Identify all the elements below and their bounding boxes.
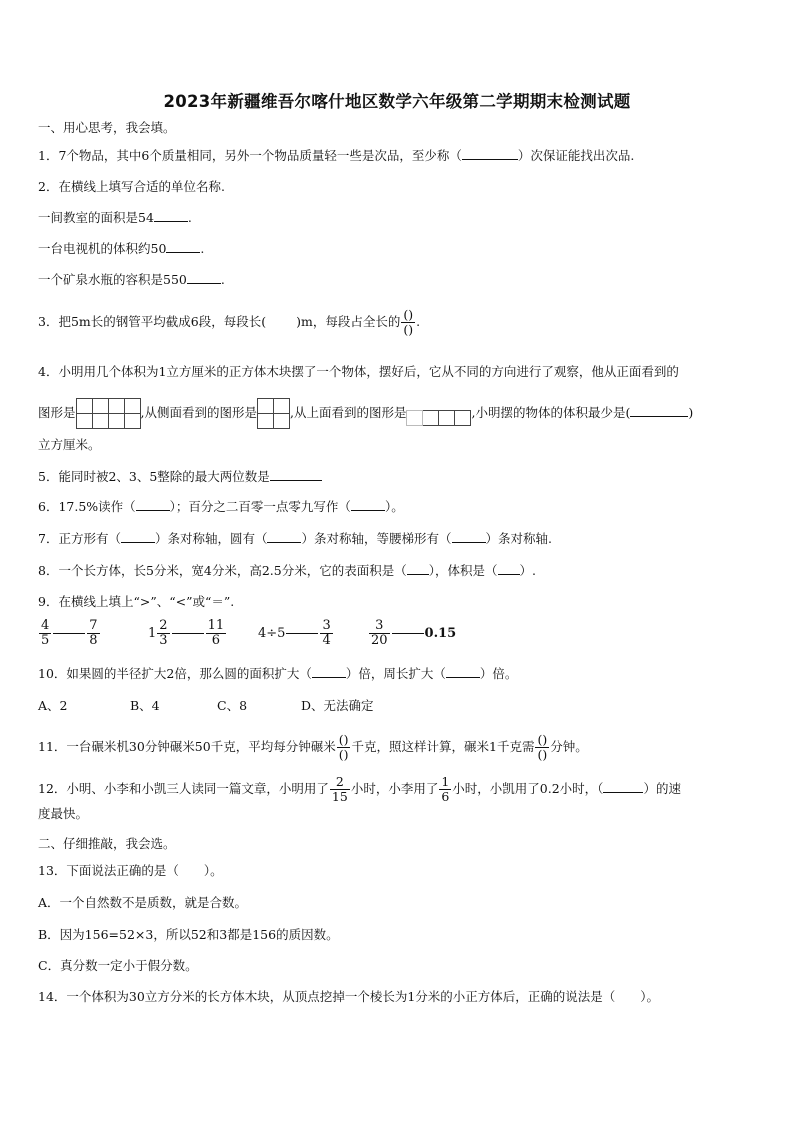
question-2-line-3: 一个矿泉水瓶的容积是550 . — [38, 272, 225, 287]
compare-item-3: 4÷5 $\frac{3}{4}$ — [258, 618, 331, 648]
question-4-line-2: 图形是 ,从侧面看到的图形是 ,从上面看到的图形是 ,小明摆的物体的体积最少是( ) — [38, 398, 693, 429]
question-13-stem: 13．下面说法正确的是（ ）。 — [38, 863, 223, 878]
compare-item-1: $\frac{4}{5}$ $\frac{7}{8}$ — [41, 618, 98, 648]
question-13-option-b[interactable]: B．因为156=52×3，所以52和3都是156的质因数。 — [38, 927, 339, 942]
question-4-line-1: 4．小明用几个体积为1立方厘米的正方体木块摆了一个物体，摆好后，它从不同的方向进行了观察，他从正面看到的 — [38, 364, 679, 379]
answer-blank[interactable] — [187, 271, 221, 284]
option-b[interactable]: B、4 — [130, 698, 160, 713]
answer-blank[interactable] — [121, 530, 155, 543]
answer-blank[interactable] — [392, 633, 424, 634]
section-2-heading: 二、仔细推敲，我会选。 — [38, 836, 176, 851]
answer-blank[interactable] — [351, 498, 385, 511]
answer-blank[interactable] — [446, 665, 480, 678]
question-13-option-a[interactable]: A．一个自然数不是质数，就是合数。 — [38, 895, 248, 910]
question-12-line-2: 度最快。 — [38, 806, 89, 821]
option-c[interactable]: C、8 — [217, 698, 248, 713]
question-2-line-1: 一间教室的面积是54 . — [38, 210, 192, 225]
answer-blank[interactable] — [312, 665, 346, 678]
question-10: 10．如果圆的半径扩大2倍，那么圆的面积扩大（ ）倍，周长扩大（ ）倍。 — [38, 666, 518, 681]
question-9-stem: 9．在横线上填上“>”、“<”或“＝”. — [38, 594, 235, 609]
answer-blank[interactable] — [270, 468, 322, 481]
answer-blank[interactable] — [498, 562, 520, 575]
fraction: $\frac{()}{()}$ — [537, 732, 548, 762]
option-d[interactable]: D、无法确定 — [301, 698, 374, 713]
question-2-line-2: 一台电视机的体积约50 . — [38, 241, 205, 256]
answer-blank[interactable] — [462, 147, 518, 160]
question-6: 6．17.5%读作（ ）；百分之二百零一点零九写作（ ）。 — [38, 499, 404, 514]
answer-blank[interactable] — [166, 240, 200, 253]
answer-blank[interactable] — [630, 404, 688, 417]
front-view-figure — [76, 398, 141, 429]
question-13-option-c[interactable]: C．真分数一定小于假分数。 — [38, 958, 198, 973]
question-10-options — [38, 697, 374, 715]
compare-item-4: $\frac{3}{20}$ 0.15 — [371, 618, 457, 648]
fraction: $\frac{2}{15}$ — [331, 774, 348, 804]
fraction: $\frac{()}{()}$ — [338, 732, 349, 762]
question-14: 14．一个体积为30立方分米的长方体木块，从顶点挖掉一个棱长为1分米的小正方体后，正确的说法是（ ）。 — [38, 989, 660, 1004]
answer-blank[interactable] — [172, 633, 204, 634]
option-a[interactable]: A、2 — [38, 698, 68, 713]
answer-blank[interactable] — [136, 498, 170, 511]
question-3: 3．把5m长的钢管平均截成6段，每段长( )m，每段占全长的 $\frac{()}{()}$ . — [38, 307, 421, 337]
fraction: $\frac{()}{()}$ — [403, 307, 414, 337]
top-view-figure — [406, 410, 471, 426]
side-view-figure — [257, 398, 290, 429]
question-11: 11．一台碾米机30分钟碾米50千克，平均每分钟碾米 $\frac{()}{()}$ 千克，照这样计算，碾米1千克需 $\frac{()}{()}$ 分钟。 — [38, 732, 588, 762]
fraction: $\frac{1}{6}$ — [441, 774, 450, 804]
compare-item-2: 1 $\frac{2}{3}$ $\frac{11}{6}$ — [148, 618, 225, 648]
question-1: 1．7个物品，其中6个质量相同，另外一个物品质量轻一些是次品，至少称（ ）次保证能找出次品. — [38, 148, 635, 163]
answer-blank[interactable] — [286, 633, 318, 634]
answer-blank[interactable] — [452, 530, 486, 543]
question-5: 5．能同时被2、3、5整除的最大两位数是 — [38, 468, 322, 486]
answer-blank[interactable] — [53, 633, 85, 634]
answer-blank[interactable] — [407, 562, 429, 575]
section-1-heading: 一、用心思考，我会填。 — [38, 120, 176, 135]
question-7: 7．正方形有（ ）条对称轴，圆有（ ）条对称轴，等腰梯形有（ ）条对称轴. — [38, 531, 552, 546]
answer-blank[interactable] — [603, 780, 643, 793]
question-4-line-3: 立方厘米。 — [38, 437, 101, 452]
question-2-stem: 2．在横线上填写合适的单位名称. — [38, 179, 225, 194]
question-12-line-1: 12．小明、小李和小凯三人读同一篇文章，小明用了 $\frac{2}{15}$ 小时，小李用了 $\frac{1}{6}$ 小时，小凯用了0.2小时，（ ）的速 — [38, 774, 681, 804]
answer-blank[interactable] — [267, 530, 301, 543]
page-title: 2023年新疆维吾尔喀什地区数学六年级第二学期期末检测试题 — [163, 92, 631, 111]
answer-blank[interactable] — [154, 209, 188, 222]
question-8: 8．一个长方体，长5分米，宽4分米，高2.5分米，它的表面积是（ ），体积是（ ）. — [38, 563, 536, 578]
